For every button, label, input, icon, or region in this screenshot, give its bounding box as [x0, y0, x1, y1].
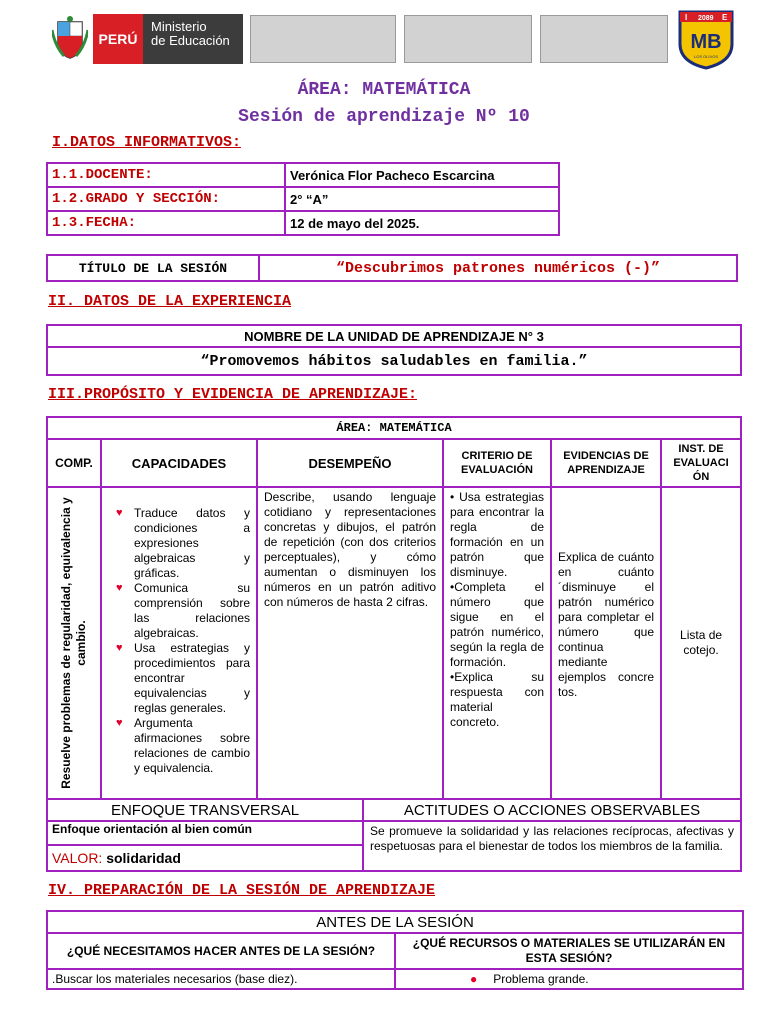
- recursos-item: ● Problema grande.: [395, 969, 743, 989]
- unit-label: NOMBRE DE LA UNIDAD DE APRENDIZAJE N° 3: [47, 325, 741, 347]
- peru-logo: PERÚ: [93, 14, 143, 64]
- fecha-label: 1.3.FECHA:: [47, 211, 285, 235]
- col-hacer: ¿QUÉ NECESITAMOS HACER ANTES DE LA SESIÓN?: [47, 933, 395, 969]
- placeholder-box: [250, 15, 396, 63]
- table-row: [47, 255, 737, 281]
- heart-icon: ♥: [116, 582, 123, 594]
- school-badge-icon: [676, 8, 736, 70]
- proposito-table: [46, 416, 742, 800]
- evidencias-cell: Explica de cuánto en cuánto ´disminuye el patrón numérico para completar el número que continua mediante ejemplos concre tos.: [551, 487, 661, 799]
- heart-icon: ♥: [116, 642, 123, 654]
- session-title-table: [46, 254, 738, 282]
- badge-letters: MB: [690, 31, 722, 53]
- list-item: ♥ Traduce datos y condiciones a expresiones algebraicas y gráficas.: [116, 506, 250, 580]
- session-title-label: TÍTULO DE LA SESIÓN: [47, 255, 259, 281]
- table-row: [47, 933, 743, 969]
- section4-heading: IV. PREPARACIÓN DE LA SESIÓN DE APRENDIZAJE: [48, 882, 436, 899]
- heart-icon: ♥: [116, 507, 123, 519]
- criterio-item: • Usa estrategias para encontrar la regla de formación en un patrón que disminuye.: [450, 490, 544, 579]
- peru-coat-of-arms-icon: [52, 16, 88, 60]
- col-recursos: ¿QUÉ RECURSOS O MATERIALES SE UTILIZARÁN EN ESTA SESIÓN?: [395, 933, 743, 969]
- section1-heading: I.DATOS INFORMATIVOS:: [52, 134, 242, 151]
- table-row: [47, 325, 741, 347]
- docente-label: 1.1.DOCENTE:: [47, 163, 285, 187]
- section3-heading: III.PROPÓSITO Y EVIDENCIA DE APRENDIZAJE:: [48, 386, 418, 403]
- criterio-item: •Explica su respuesta con material concreto.: [450, 670, 544, 729]
- col-desempeno: DESEMPEÑO: [257, 439, 443, 487]
- col-instrumento: INST. DE EVALUACI ÓN: [661, 439, 741, 487]
- list-item: ♥ Argumenta afirmaciones sobre relaciones de cambio y equivalencia.: [116, 716, 250, 775]
- area-title: ÁREA: MATEMÁTICA: [297, 80, 471, 100]
- col-criterio: CRITERIO DE EVALUACIÓN: [443, 439, 551, 487]
- table-row: [47, 211, 559, 235]
- table-row: [47, 187, 559, 211]
- unit-value: “Promovemos hábitos saludables en familia.”: [47, 347, 741, 375]
- preparacion-table: [46, 910, 744, 990]
- capacidades-cell: [101, 487, 257, 799]
- col-evidencias: EVIDENCIAS DE APRENDIZAJE: [551, 439, 661, 487]
- table-row: [47, 911, 743, 933]
- enfoque-table: [46, 798, 742, 872]
- hacer-item: .Buscar los materiales necesarios (base diez).: [47, 969, 395, 989]
- table-row: [47, 487, 741, 799]
- actitudes-header: ACTITUDES O ACCIONES OBSERVABLES: [363, 799, 741, 821]
- table-row: [47, 969, 743, 989]
- table-row: [47, 439, 741, 487]
- placeholder-box: [404, 15, 532, 63]
- criterios-cell: [443, 487, 551, 799]
- fecha-value: 12 de mayo del 2025.: [285, 211, 559, 235]
- valor-value: solidaridad: [106, 850, 181, 866]
- grado-label: 1.2.GRADO Y SECCIÓN:: [47, 187, 285, 211]
- table-row: [47, 417, 741, 439]
- grado-value: 2° “A”: [285, 187, 559, 211]
- competencia-text: Resuelve problemas de regularidad, equivalencia y cambio.: [59, 497, 88, 789]
- docente-value: Verónica Flor Pacheco Escarcina: [285, 163, 559, 187]
- actitudes-value: Se promueve la solidaridad y las relaciones recíprocas, afectivas y respetuosas para el bienestar de todos los miembros de la familia.: [363, 821, 741, 871]
- table-row: [47, 163, 559, 187]
- table-row: [47, 799, 741, 821]
- col-comp: COMP.: [47, 439, 101, 487]
- badge-left-letter: I: [685, 13, 688, 22]
- badge-bottom: LOS OLIVOS: [693, 54, 719, 59]
- unit-table: [46, 324, 742, 376]
- table-row: [47, 821, 741, 845]
- criterio-item: •Completa el número que sigue en el patrón numérico, según la regla de formación.: [450, 580, 544, 669]
- table-row: [47, 347, 741, 375]
- heart-icon: ♥: [116, 717, 123, 729]
- area-row: ÁREA: MATEMÁTICA: [47, 417, 741, 439]
- session-title: Sesión de aprendizaje Nº 10: [238, 107, 530, 127]
- placeholder-box: [540, 15, 668, 63]
- datos-table: [46, 162, 560, 236]
- desempeno-cell: Describe, usando lenguaje cotidiano y representaciones concretas y dibujos, el patrón de repetición (con dos criterios perceptuales), y cómo aumentan o disminuyen los números en un patrón aditivo con números de hasta 2 cifras.: [257, 487, 443, 799]
- valor-label: VALOR:: [52, 850, 103, 866]
- badge-year: 2089: [698, 15, 714, 22]
- enfoque-value: Enfoque orientación al bien común: [47, 821, 363, 845]
- col-capacidades: CAPACIDADES: [101, 439, 257, 487]
- list-item: ♥ Usa estrategias y procedimientos para encontrar equivalencias y reglas generales.: [116, 641, 250, 715]
- section2-heading: II. DATOS DE LA EXPERIENCIA: [48, 293, 292, 310]
- bullet-icon: ●: [470, 972, 478, 986]
- enfoque-header: ENFOQUE TRANSVERSAL: [47, 799, 363, 821]
- list-item: ♥ Comunica su comprensión sobre las relaciones algebraicas.: [116, 581, 250, 640]
- badge-right-letter: E: [722, 13, 728, 22]
- instrumento-cell: Lista de cotejo.: [661, 487, 741, 799]
- session-title-value: “Descubrimos patrones numéricos (-)”: [259, 255, 737, 281]
- capacidades-list: [116, 506, 250, 776]
- valor-cell: [47, 845, 363, 871]
- competencia-cell: [47, 487, 101, 799]
- antes-header: ANTES DE LA SESIÓN: [47, 911, 743, 933]
- ministry-logo: Ministerio de Educación: [143, 14, 243, 64]
